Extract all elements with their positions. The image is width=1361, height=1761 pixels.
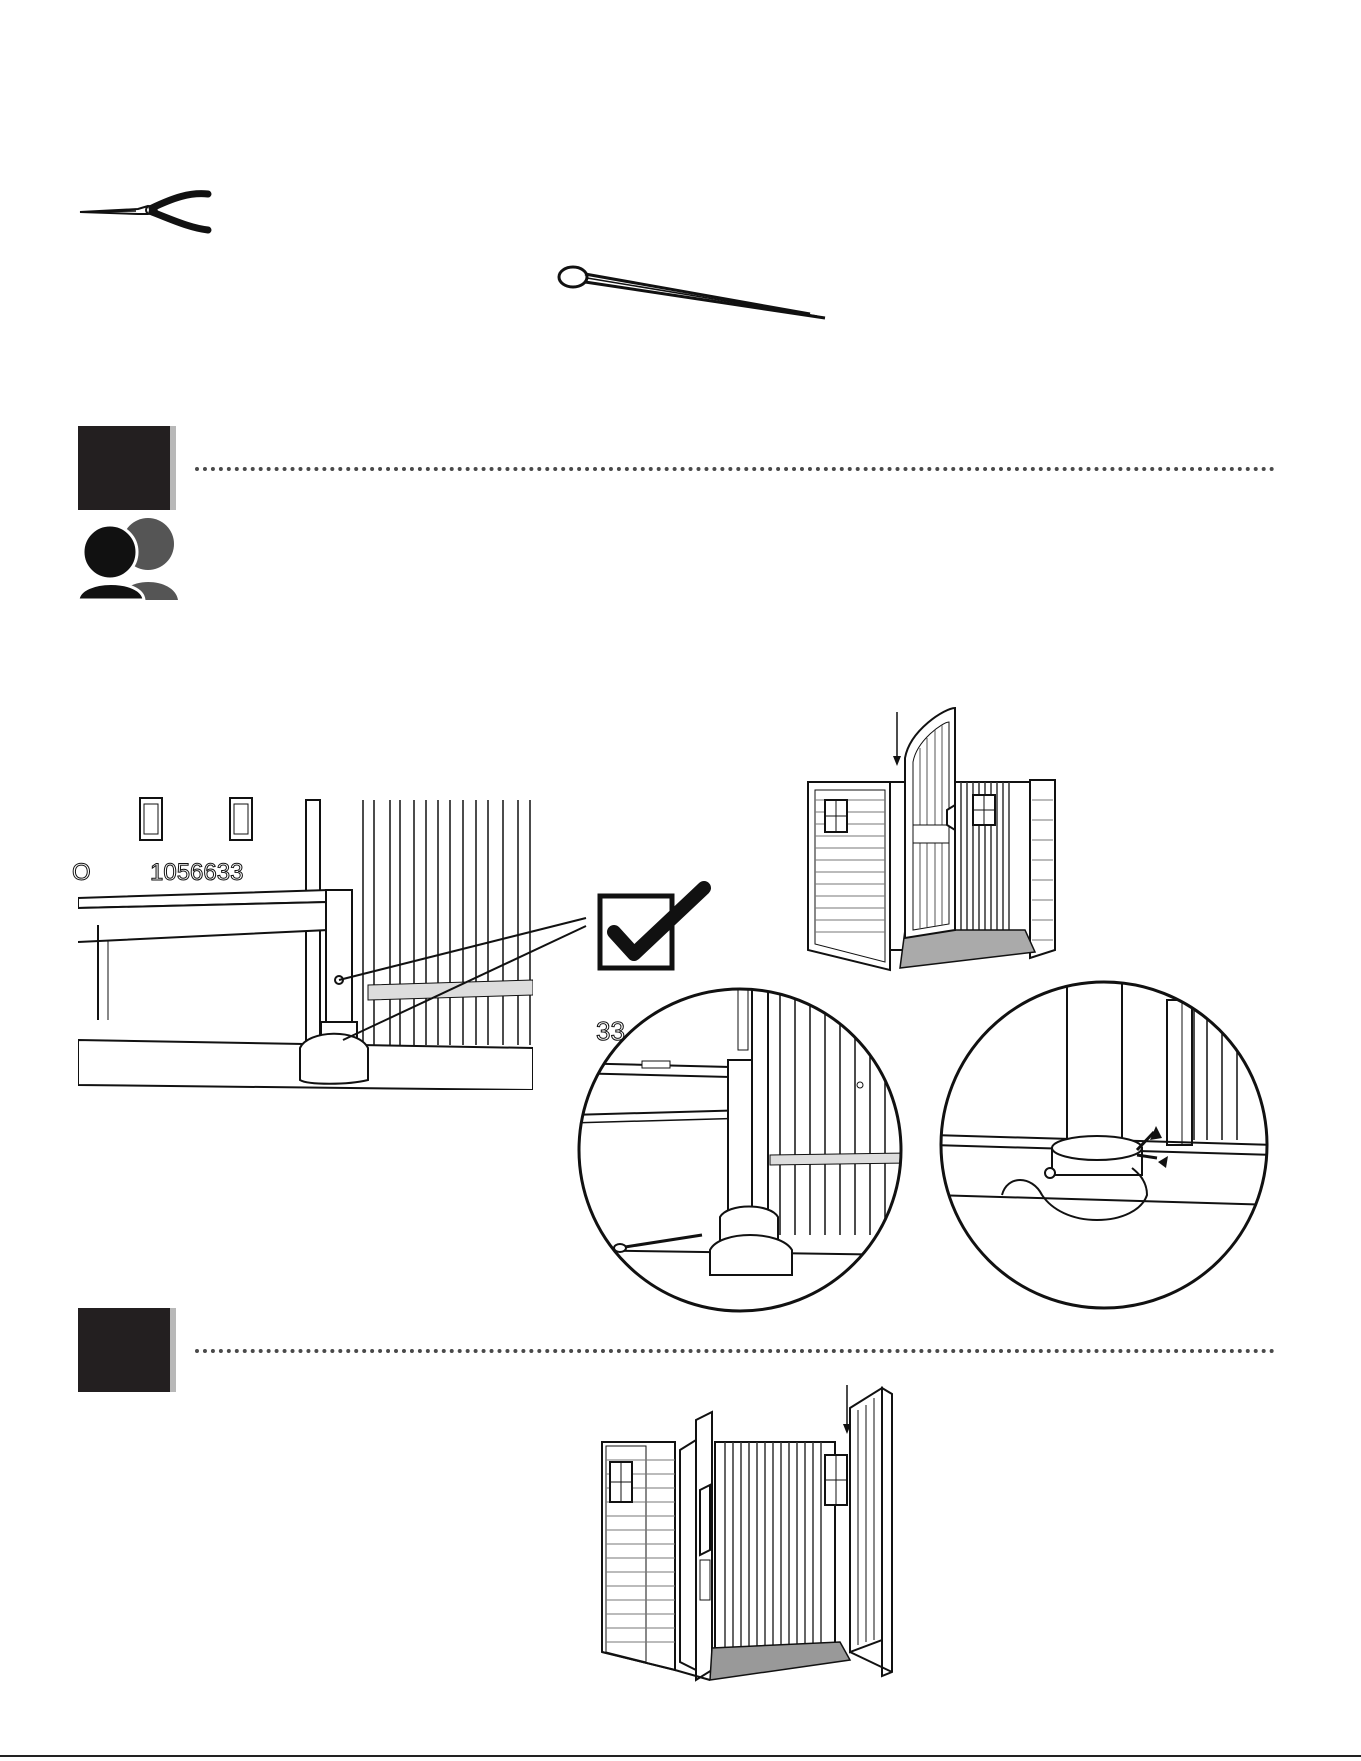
- zoom-fragment-label: 33: [596, 1016, 625, 1046]
- part-number-fragment: O: [72, 859, 91, 886]
- step-marker: [78, 1308, 170, 1392]
- needle-nose-pliers-icon: [78, 190, 213, 235]
- page-bottom-rule: [0, 1755, 1361, 1757]
- two-people-icon: [78, 518, 183, 600]
- part-number: 1056633: [150, 859, 244, 886]
- zoom-circle-pin-inserted: [570, 985, 910, 1315]
- cotter-pin-icon: [555, 262, 830, 322]
- shed-door-install-illustration: [805, 700, 1065, 980]
- step-marker: [78, 426, 170, 510]
- checkmark-icon: [596, 878, 716, 978]
- shed-second-door-illustration: [600, 1380, 910, 1680]
- hinge-closeup-illustration: [72, 790, 538, 1090]
- zoom-circle-pin-spread: [932, 980, 1277, 1310]
- step-divider: [195, 467, 1275, 471]
- step-divider: [195, 1349, 1275, 1353]
